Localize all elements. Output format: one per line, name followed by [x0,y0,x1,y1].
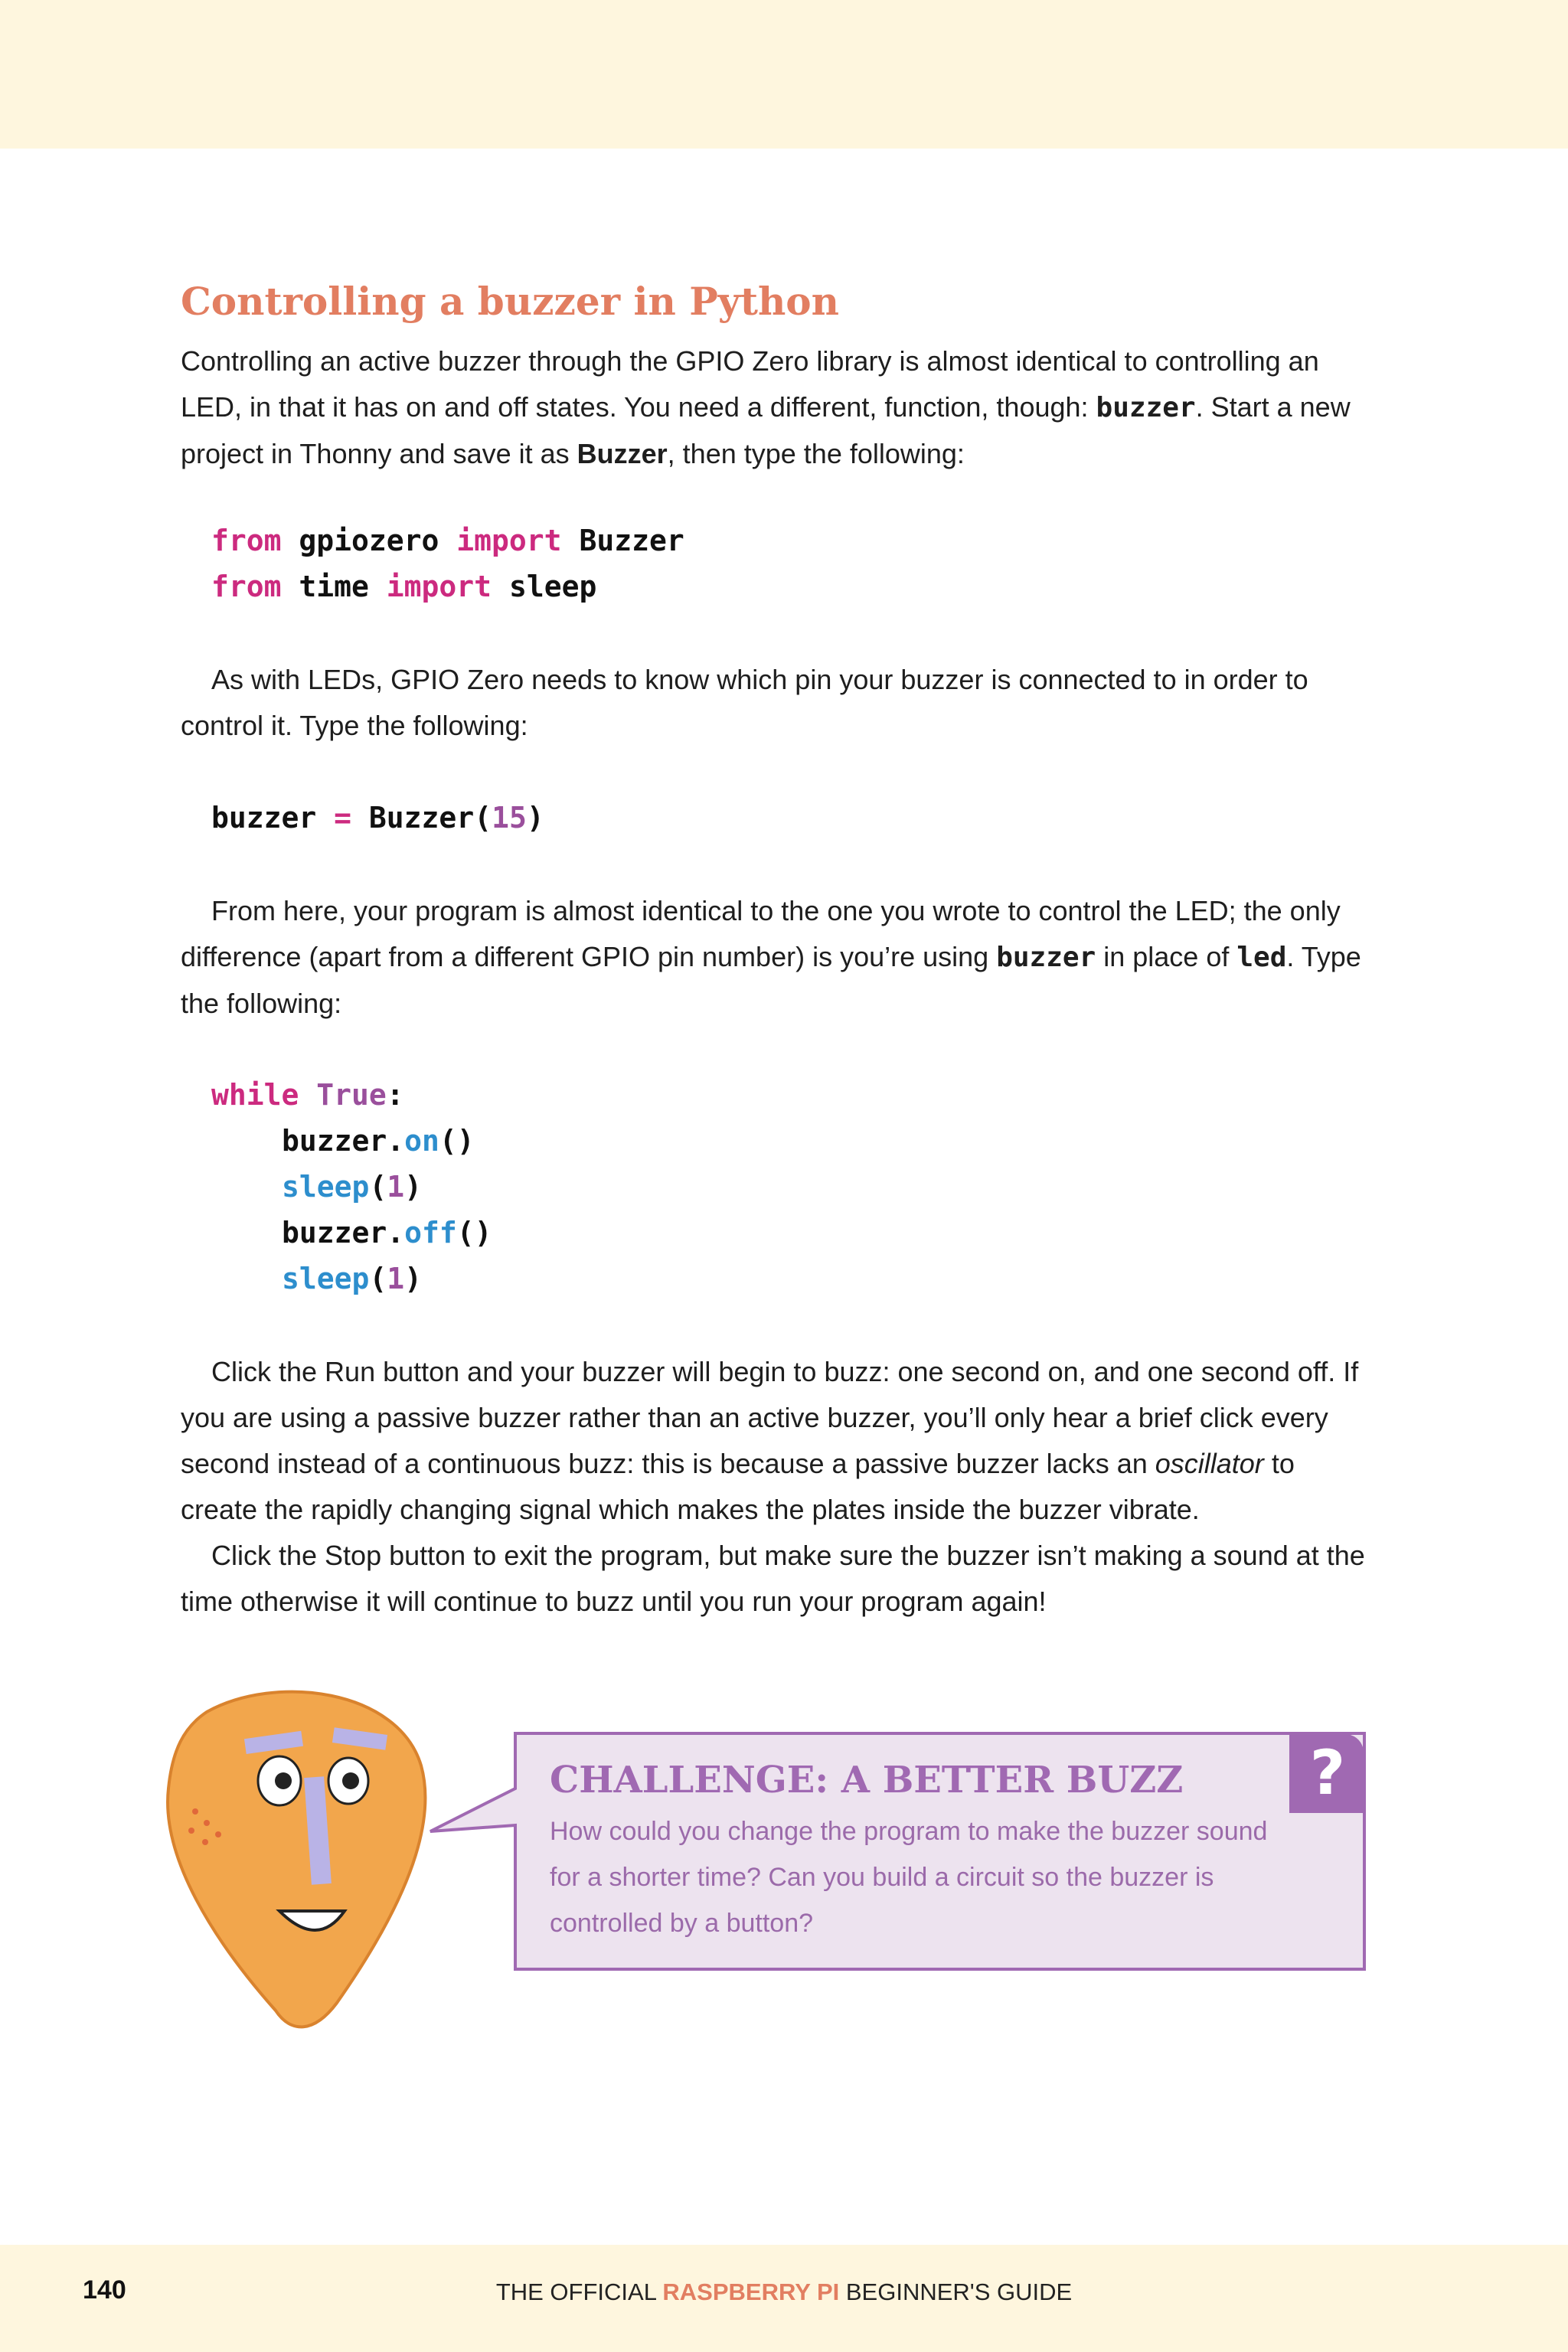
paragraph-intro [181,338,1375,477]
number-literal: 15 [492,801,527,835]
paren: ( [369,1262,387,1295]
code-line [211,1256,492,1302]
emphasis-oscillator: oscillator [1155,1448,1264,1479]
number-literal: 1 [387,1262,405,1295]
p4-text-1: Click the Run button and your buzzer will begin to buzz: one second on, and one second off. If you are using a passive buzzer rather than an active buzzer, you’ll only hear a brief click every second instead of a continuous buzz: this is because a passive buzzer lacks an [181,1356,1359,1479]
object: buzzer. [282,1216,405,1250]
code-line [211,1210,492,1256]
import-name: Buzzer [561,524,684,557]
colon: : [386,1078,404,1112]
code-line [211,518,684,564]
keyword: from [211,524,282,557]
p4-text-2: to create the rapidly changing signal which makes the plates inside the buzzer vibrate. [181,1448,1295,1525]
code-block-assign [211,795,544,841]
constructor-call: Buzzer( [351,801,492,835]
p2-text: As with LEDs, GPIO Zero needs to know which pin your buzzer is connected to in order to control it. Type the following: [181,664,1308,741]
p3-text-2: in place of [1096,941,1237,972]
number-literal: 1 [387,1170,405,1204]
challenge-label: CHALLENGE: [550,1759,829,1802]
challenge-body: How could you change the program to make the buzzer sound for a shorter time? Can you build a circuit so the buzzer is controlled by a button? [550,1817,1268,1938]
code-line [211,564,684,609]
keyword: from [211,570,282,603]
mascot-illustration [161,1681,436,2034]
paragraph-stop [181,1533,1375,1625]
method-name: off [404,1216,457,1250]
footer-prefix: THE OFFICIAL [495,2278,663,2305]
footer-accent: RASPBERRY PI [662,2278,840,2305]
inline-code-buzzer: buzzer [1096,392,1196,423]
paren: ) [404,1170,423,1204]
function-name: sleep [282,1170,370,1204]
method-name: on [404,1124,439,1158]
challenge-name: A BETTER BUZZ [828,1759,1184,1802]
p3-text-1: From here, your program is almost identical to the one you wrote to control the LED; the only difference (apart from a different GPIO pin number) is you’re using [181,895,1341,972]
footer-suffix: BEGINNER'S GUIDE [839,2278,1073,2305]
code-block-loop [211,1072,492,1302]
top-band [0,0,1568,149]
p3-text-3: . Type the following: [181,941,1361,1019]
challenge-title [550,1755,1285,1805]
keyword: import [456,524,562,557]
paragraph-program [181,888,1375,1027]
object: buzzer. [282,1124,405,1158]
paren: ) [526,801,544,835]
args: () [439,1124,475,1158]
section-heading: Controlling a buzzer in Python [181,279,840,324]
code-line [211,795,544,841]
p5-text: Click the Stop button to exit the program, but make sure the buzzer isn’t making a sound at the time otherwise it will continue to buzz until you run your program again! [181,1540,1365,1617]
code-block-imports [211,518,684,609]
variable: buzzer [211,801,335,835]
footer-title [0,2278,1568,2306]
paren: ) [404,1262,423,1295]
challenge-box [550,1755,1285,1946]
function-name: sleep [282,1262,370,1295]
question-mark-icon: ? [1309,1737,1346,1808]
paren: ( [369,1170,387,1204]
paragraph-pin [181,657,1375,749]
paragraph-run [181,1349,1375,1533]
import-name: sleep [492,570,597,603]
module-name: gpiozero [281,524,457,557]
inline-code-buzzer: buzzer [996,942,1096,973]
space [299,1078,316,1112]
operator: = [334,801,352,835]
p1-text-2: . Start a new project in Thonny and save it as [181,391,1351,469]
code-line [211,1164,492,1210]
keyword: import [386,570,492,603]
inline-code-led: led [1236,942,1287,973]
code-line [211,1118,492,1164]
constant: True [316,1078,387,1112]
module-name: time [281,570,387,603]
args: () [456,1216,492,1250]
keyword: while [211,1078,299,1112]
p1-text-3: , then type the following: [667,438,965,469]
code-line [211,1072,492,1118]
project-name: Buzzer [577,438,668,469]
p1-text-1: Controlling an active buzzer through the GPIO Zero library is almost identical to controlling an LED, in that it has on and off states. You need a different, function, though: [181,345,1319,423]
page-number: 140 [83,2275,126,2305]
